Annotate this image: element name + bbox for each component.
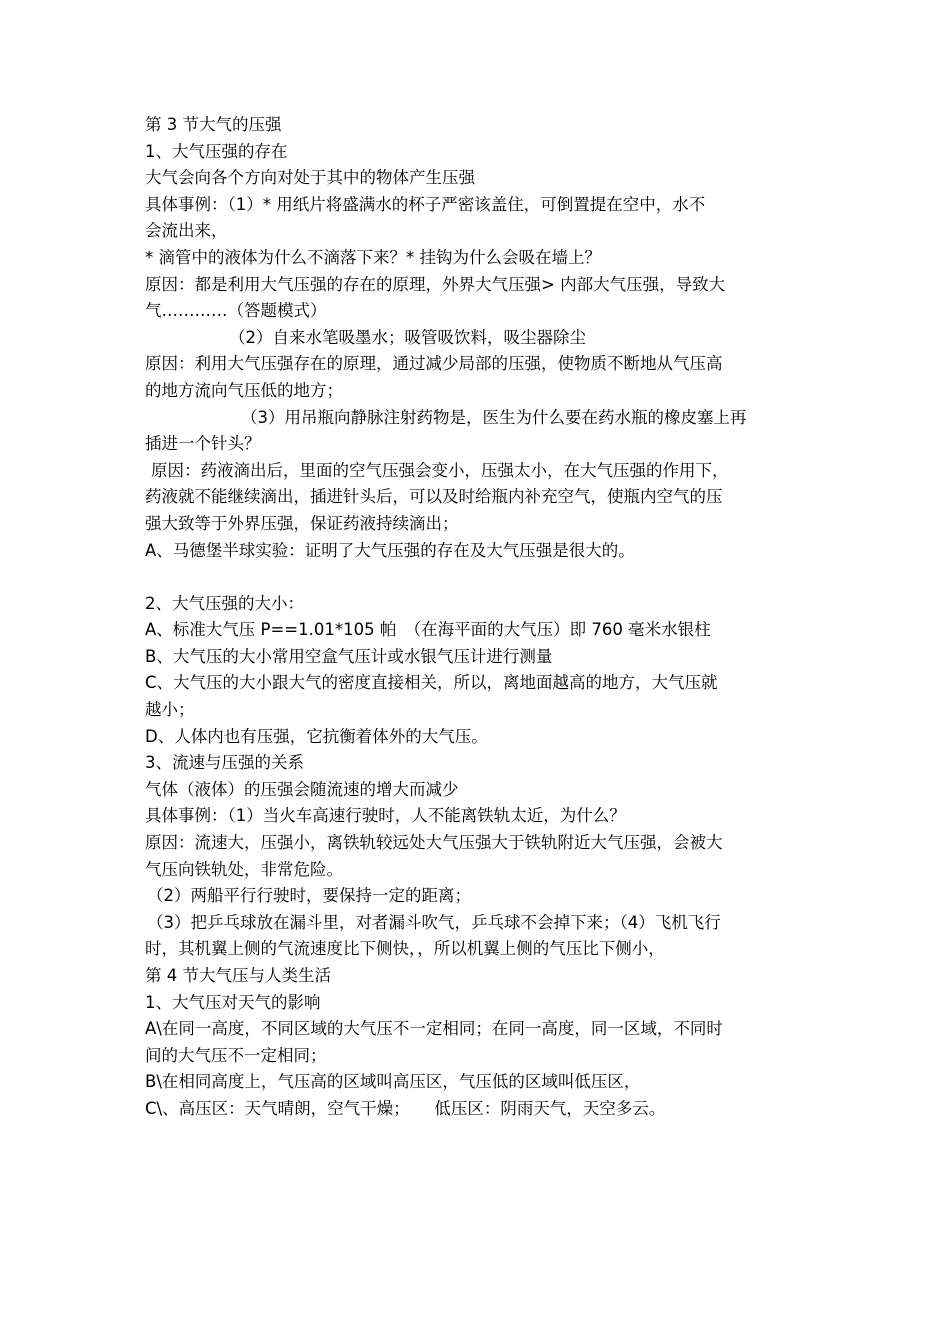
section-4-title: 第 4 节大气压与人类生活 bbox=[145, 966, 331, 985]
text-line: 间的大气压不一定相同； bbox=[145, 1045, 327, 1065]
text-line: 会流出来， bbox=[145, 221, 228, 241]
text-line: （2）自来水笔吸墨水；吸管吸饮料，吸尘器除尘 bbox=[229, 327, 586, 347]
text-line: C\、高压区：天气晴朗，空气干燥； 低压区：阴雨天气，天空多云。 bbox=[145, 1098, 666, 1118]
text-line: 具体事例：（1）* 用纸片将盛满水的杯子严密该盖住，可倒置提在空中，水不 bbox=[145, 194, 706, 214]
text-line: 强大致等于外界压强，保证药液持续滴出； bbox=[145, 513, 459, 533]
text-line: 原因：流速大，压强小，离铁轨较远处大气压强大于铁轨附近大气压强，会被大 bbox=[145, 833, 723, 853]
text-line: 原因：药液滴出后，里面的空气压强会变小，压强太小，在大气压强的作用下， bbox=[151, 460, 729, 480]
heading-pressure-magnitude: 2、大气压强的大小： bbox=[145, 593, 304, 613]
text-line: （3）用吊瓶向静脉注射药物是，医生为什么要在药水瓶的橡皮塞上再 bbox=[241, 407, 747, 427]
section-3-title: 第 3 节大气的压强 bbox=[145, 115, 282, 134]
text-line: 插进一个针头？ bbox=[145, 434, 261, 454]
text-line: B\在相同高度上，气压高的区域叫高压区，气压低的区域叫低压区， bbox=[145, 1072, 641, 1092]
text-line: A、马德堡半球实验：证明了大气压强的存在及大气压强是很大的。 bbox=[145, 540, 635, 560]
text-line: A、标准大气压 P==1.01*105 帕 （在海平面的大气压）即 760 毫米水银柱 bbox=[145, 620, 711, 640]
heading-pressure-existence: 1、大气压强的存在 bbox=[145, 141, 288, 161]
text-line: 气…………（答题模式） bbox=[145, 301, 327, 321]
document-page bbox=[145, 112, 815, 1123]
text-line: 大气会向各个方向对处于其中的物体产生压强 bbox=[145, 168, 475, 188]
text-line: * 滴管中的液体为什么不滴落下来？* 挂钩为什么会吸在墙上？ bbox=[145, 247, 601, 267]
blank-line bbox=[145, 564, 815, 591]
text-line: 越小； bbox=[145, 700, 195, 720]
text-line: D、人体内也有压强，它抗衡着体外的大气压。 bbox=[145, 726, 488, 746]
text-line: B、大气压的大小常用空盒气压计或水银气压计进行测量 bbox=[145, 646, 553, 666]
text-line: A\在同一高度，不同区域的大气压不一定相同；在同一高度，同一区域，不同时 bbox=[145, 1019, 723, 1039]
heading-weather-effect: 1、大气压对天气的影响 bbox=[145, 992, 321, 1012]
heading-flow-pressure: 3、流速与压强的关系 bbox=[145, 753, 304, 773]
text-line: 气体（液体）的压强会随流速的增大而减少 bbox=[145, 779, 459, 799]
text-line: 原因：都是利用大气压强的存在的原理，外界大气压强> 内部大气压强，导致大 bbox=[145, 274, 726, 294]
text-line: 的地方流向气压低的地方； bbox=[145, 380, 343, 400]
text-line: 原因：利用大气压强存在的原理，通过减少局部的压强，使物质不断地从气压高 bbox=[145, 354, 723, 374]
text-line: C、大气压的大小跟大气的密度直接相关，所以，离地面越高的地方，大气压就 bbox=[145, 673, 718, 693]
text-line: （3）把乒乓球放在漏斗里，对者漏斗吹气，乒乓球不会掉下来；（4）飞机飞行 bbox=[147, 912, 721, 932]
text-line: 时，其机翼上侧的气流速度比下侧快，，所以机翼上侧的气压比下侧小， bbox=[145, 939, 665, 959]
text-line: 药液就不能继续滴出，插进针头后，可以及时给瓶内补充空气，使瓶内空气的压 bbox=[145, 487, 723, 507]
text-line: 具体事例：（1）当火车高速行驶时，人不能离铁轨太近，为什么？ bbox=[145, 806, 626, 826]
text-line: 气压向铁轨处，非常危险。 bbox=[145, 859, 343, 879]
text-line: （2）两船平行行驶时，要保持一定的距离； bbox=[147, 886, 471, 906]
